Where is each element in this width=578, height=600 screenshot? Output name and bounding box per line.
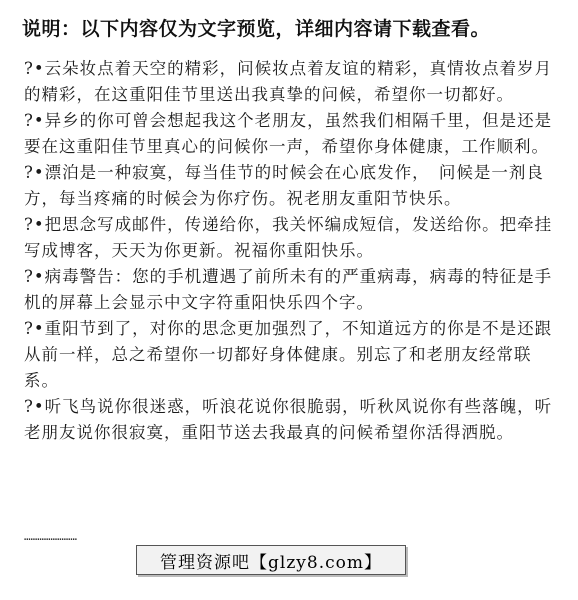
greeting-paragraph: ?•听飞鸟说你很迷惑，听浪花说你很脆弱，听秋风说你有些落魄，听老朋友说你很寂寞，重阳节送去我最真的问候希望你活得洒脱。	[24, 397, 553, 442]
greeting-paragraph: ?•把思念写成邮件，传递给你，我关怀编成短信，发送给你。把牵挂写成博客，天天为你更新。祝福你重阳快乐。	[24, 215, 553, 260]
preview-notice: 说明：以下内容仅为文字预览，详细内容请下载查看。	[22, 18, 491, 40]
ellipsis-divider: ……………………	[24, 530, 77, 543]
greeting-paragraph: ?•重阳节到了，对你的思念更加强烈了，不知道远方的你是不是还跟从前一样，总之希望你一切都好身体健康。别忘了和老朋友经常联系。	[24, 319, 553, 390]
greeting-list	[24, 56, 560, 446]
greeting-paragraph: ?•云朵妆点着天空的精彩，问候妆点着友谊的精彩，真情妆点着岁月的精彩，在这重阳佳节里送出我真挚的问候，希望你一切都好。	[24, 59, 553, 104]
greeting-paragraph: ?•漂泊是一种寂寞，每当佳节的时候会在心底发作， 问候是一剂良方，每当疼痛的时候会为你疗伤。祝老朋友重阳节快乐。	[24, 163, 544, 208]
greeting-paragraph: ?•异乡的你可曾会想起我这个老朋友，虽然我们相隔千里，但是还是要在这重阳佳节里真心的问候你一声，希望你身体健康，工作顺利。	[24, 111, 553, 156]
greeting-paragraph: ?•病毒警告：您的手机遭遇了前所未有的严重病毒，病毒的特征是手机的屏幕上会显示中文字符重阳快乐四个字。	[24, 267, 553, 312]
source-watermark-box: 管理资源吧【glzy8.com】	[136, 545, 406, 575]
